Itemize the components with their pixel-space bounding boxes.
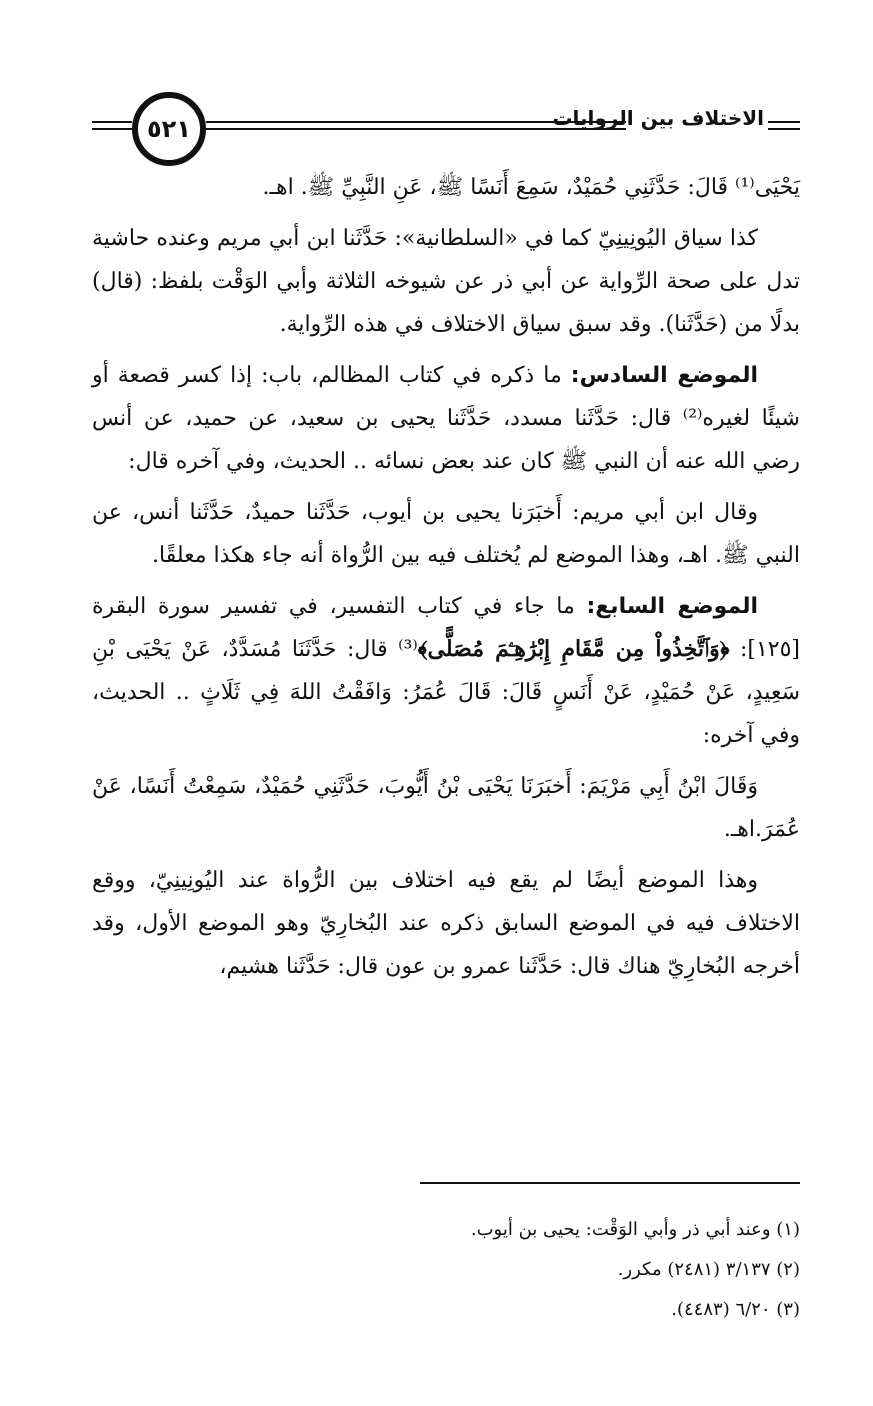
section-lead-sixth: الموضع السادس: [570, 363, 759, 388]
page-number: ٥٢١ [147, 115, 191, 143]
footnotes [92, 1210, 800, 1330]
page-header [92, 92, 800, 166]
paragraph-4: وقال ابن أبي مريم: أَخبَرَنا يحيى بن أيوب، حَدَّثَنا حميدٌ، حَدَّثَنا أنس، عن النبي ﷺ. اهـ، وهذا الموضع لم يُختلف فيه بين الرُّواة أنه جاء هكذا معلقًا. [92, 500, 800, 568]
footnote-separator [420, 1182, 800, 1184]
paragraph-5-text-b: ⁽³⁾ قال: حَدَّثَنَا مُسَدَّدٌ، عَنْ يَحْيَى بْنِ سَعِيدٍ، عَنْ حُمَيْدٍ، عَنْ أَنَسٍ قَالَ: قَالَ عُمَرُ: وَافَقْتُ اللهَ فِي ثَلَاثٍ .. الحديث، وفي آخره: [92, 637, 800, 748]
paragraph-3 [92, 354, 800, 483]
paragraph-6: وَقَالَ ابْنُ أَبِي مَرْيَمَ: أَخبَرَنَا يَحْيَى بْنُ أَيُّوبَ، حَدَّثَنِي حُمَيْدٌ، سَمِعْتُ أَنَسًا، عَنْ عُمَرَ.اهـ. [92, 774, 800, 842]
paragraph-5 [92, 585, 800, 757]
paragraph-3-text: ما ذكره في كتاب المظالم، باب: إذا كسر قصعة أو شيئًا لغيره⁽²⁾ قال: حَدَّثَنا مسدد، حَدَّثَنا يحيى بن سعيد، عن حميد، عن أنس رضي الله عنه أن النبي ﷺ كان عند بعض نسائه .. الحديث، وفي آخره قال: [92, 363, 800, 474]
quran-verse: ﴿وَٱتَّخِذُواْ مِن مَّقَامِ إِبْرَٰهِـۧمَ مُصَلًّى﴾ [417, 636, 730, 662]
header-rule-left [92, 121, 132, 135]
section-lead-seventh: الموضع السابع: [586, 594, 759, 619]
footnote-3: (٣) ٦/٢٠ (٤٤٨٣). [671, 1299, 800, 1320]
main-text [92, 166, 800, 996]
paragraph-2: كذا سياق اليُونِينِيّ كما في «السلطانية»: حَدَّثَنا ابن أبي مريم وعنده حاشية تدل على صحة الرِّواية عن أبي ذر عن شيوخه الثلاثة وأبي الوَقْت بلفظ: (قال) بدلًا من (حَدَّثَنا). وقد سبق سياق الاختلاف في هذه الرِّواية. [92, 226, 800, 337]
footnote-2: (٢) ٣/١٣٧ (٢٤٨١) مكرر. [617, 1259, 800, 1280]
header-rule-right [768, 121, 800, 135]
paragraph-1: يَحْيَى⁽¹⁾ قَالَ: حَدَّثَنِي حُمَيْدٌ، سَمِعَ أَنَسًا ﷺ، عَنِ النَّبِيِّ ﷺ. اهـ. [262, 175, 800, 200]
paragraph-5-text-a: ما جاء في كتاب التفسير، في تفسير سورة البقرة [١٢٥]: [92, 594, 800, 662]
page-number-badge [132, 92, 206, 166]
paragraph-7: وهذا الموضع أيضًا لم يقع فيه اختلاف بين الرُّواة عند اليُونِينِيّ، ووقع الاختلاف فيه في الموضع السابق ذكره عند البُخارِيّ وهو الموضع الأول، وقد أخرجه البُخارِيّ هناك قال: حَدَّثَنا عمرو بن عون قال: حَدَّثَنا هشيم، [92, 868, 800, 979]
footnote-1: (١) وعند أبي ذر وأبي الوَقْت: يحيى بن أيوب. [470, 1219, 800, 1240]
running-title: الاختلاف بين الروايات [552, 106, 764, 130]
